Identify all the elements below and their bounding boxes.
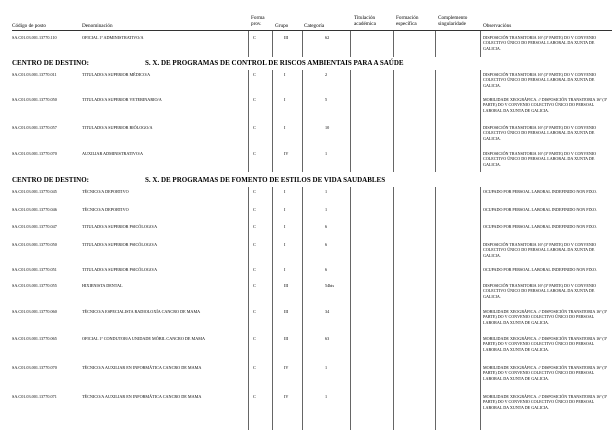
- cell-forma: C: [253, 97, 256, 102]
- cell-denominacion: AUXILIAR ADMINISTRATIVO/A: [82, 151, 144, 156]
- header-rule: [12, 30, 612, 31]
- cell-forma: C: [253, 189, 256, 194]
- cell-denominacion: TITULADO/A SUPERIOR VETERINARIO/A: [82, 97, 162, 102]
- cell-observacions: DISPOSICIÓN TRANSITORIA 16ª (3ª PARTE) DO V CONVENIO COLECTIVO ÚNICO DO PERSOAL LABORAL DA XUNTA DE GALICIA.: [483, 283, 597, 299]
- cell-denominacion: TITULADO/A SUPERIOR PSICÓLOGO/A: [82, 267, 158, 272]
- cell-categoria: 6: [325, 224, 328, 229]
- cell-observacions: OCUPADO POR PERSOAL LABORAL INDEFINIDO NON FIXO.: [483, 224, 597, 229]
- cell-forma: C: [253, 207, 256, 212]
- cell-grupo: I: [284, 72, 286, 77]
- header-titulacion: [354, 15, 376, 27]
- cell-grupo: III: [284, 336, 289, 341]
- column-rule: [435, 70, 436, 172]
- column-rule: [480, 70, 481, 172]
- cell-code: SA.C01.03.001.13770.071: [12, 394, 57, 399]
- cell-grupo: I: [284, 97, 286, 102]
- cell-denominacion: TÉCNICO/A ESPECIALISTA RADIOLOXÍA CANCRO DE MAMA: [82, 309, 201, 314]
- column-rule: [302, 70, 303, 172]
- cell-denominacion: TITULADO/A SUPERIOR MÉDICO/A: [82, 72, 151, 77]
- header-observacions: Observacións: [483, 23, 512, 29]
- cell-observacions: MOBILIDADE XEOGRÁFICA. // DISPOSICIÓN TRANSITORIA 16ª (3ª PARTE) DO V CONVENIO COLECTIVO ÚNICO DO PERSOAL LABORAL DA XUNTA DE GALICIA.: [483, 336, 607, 352]
- cell-code: SA.C01.03.001.13770.057: [12, 125, 57, 130]
- cell-grupo: I: [284, 242, 286, 247]
- header-complemento: [438, 15, 467, 27]
- header-denominacion: Denominación: [82, 23, 113, 29]
- header-formacion-line1: Formación: [396, 15, 419, 21]
- cell-forma: C: [253, 35, 256, 40]
- cell-grupo: I: [284, 207, 286, 212]
- cell-forma: C: [253, 151, 256, 156]
- column-rule: [272, 70, 273, 172]
- cell-denominacion: OFICIAL 1ª ADMINISTRATIVO/A: [82, 35, 144, 40]
- cell-grupo: III: [284, 309, 289, 314]
- column-rule: [435, 31, 436, 57]
- cell-forma: C: [253, 309, 256, 314]
- cell-observacions: OCUPADO POR PERSOAL LABORAL INDEFINIDO NON FIXO.: [483, 207, 597, 212]
- column-rule: [248, 70, 249, 172]
- cell-observacions: DISPOSICIÓN TRANSITORIA 16ª (3ª PARTE) DO V CONVENIO COLECTIVO ÚNICO DO PERSOAL LABORAL DA XUNTA DE GALICIA.: [483, 35, 597, 51]
- column-rule: [248, 187, 249, 430]
- column-rule: [350, 31, 351, 57]
- cell-code: SA.C01.03.001.13770.050: [12, 97, 57, 102]
- column-rule: [350, 70, 351, 172]
- header-complemento-line2: singularidade: [438, 21, 466, 27]
- cell-code: SA.C01.03.001.13770.011: [12, 72, 57, 77]
- section-title: S. X. DE PROGRAMAS DE FOMENTO DE ESTILOS DE VIDA SAUDABLES: [145, 176, 386, 184]
- cell-denominacion: OFICIAL 1ª CONDUTOR/A UNIDADE MÓBIL CANCRO DE MAMA: [82, 336, 206, 341]
- column-rule: [302, 31, 303, 57]
- cell-grupo: IV: [284, 365, 289, 370]
- cell-grupo: IV: [284, 394, 289, 399]
- cell-denominacion: TÉCNICO/A AUXILIAR EN INFORMÁTICA CANCRO DE MAMA: [82, 394, 202, 399]
- cell-code: SA.C01.03.001.13770.055: [12, 283, 57, 288]
- header-forma: [251, 15, 265, 27]
- cell-observacions: MOBILIDADE XEOGRÁFICA. // DISPOSICIÓN TRANSITORIA 16ª (3ª PARTE) DO V CONVENIO COLECTIVO ÚNICO DO PERSOAL LABORAL DA XUNTA DE GALICIA.: [483, 365, 607, 381]
- column-rule: [393, 187, 394, 430]
- cell-forma: C: [253, 283, 256, 288]
- header-formacion-line2: específica: [396, 21, 417, 27]
- cell-denominacion: TITULADO/A SUPERIOR PSICÓLOGO/A: [82, 224, 158, 229]
- cell-categoria: 6: [325, 267, 328, 272]
- column-rule: [480, 187, 481, 430]
- cell-categoria: 1: [325, 394, 328, 399]
- cell-code: SA.C01.03.001.13770.051: [12, 267, 57, 272]
- header-grupo: Grupo: [275, 23, 289, 29]
- cell-code: SA.C01.03.001.13770.047: [12, 224, 57, 229]
- cell-observacions: DISPOSICIÓN TRANSITORIA 16ª (3ª PARTE) DO V CONVENIO COLECTIVO ÚNICO DO PERSOAL LABORAL DA XUNTA DE GALICIA.: [483, 125, 597, 141]
- cell-denominacion: TÉCNICO/A DEPORTIVO: [82, 207, 129, 212]
- cell-observacions: DISPOSICIÓN TRANSITORIA 16ª (3ª PARTE) DO V CONVENIO COLECTIVO ÚNICO DO PERSOAL LABORAL DA XUNTA DE GALICIA.: [483, 242, 597, 258]
- column-rule: [302, 187, 303, 430]
- cell-code: SA.C01.03.001.13770.045: [12, 189, 57, 194]
- cell-categoria: 2: [325, 72, 328, 77]
- cell-observacions: DISPOSICIÓN TRANSITORIA 16ª (3ª PARTE) DO V CONVENIO COLECTIVO ÚNICO DO PERSOAL LABORAL DA XUNTA DE GALICIA.: [483, 151, 597, 167]
- cell-observacions: MOBILIDADE XEOGRÁFICA. // DISPOSICIÓN TRANSITORIA 16ª (3ª PARTE) DO V CONVENIO COLECTIVO ÚNICO DO PERSOAL LABORAL DA XUNTA DE GALICIA.: [483, 97, 607, 113]
- cell-categoria: 1: [325, 365, 328, 370]
- cell-forma: C: [253, 365, 256, 370]
- cell-categoria: 5: [325, 97, 328, 102]
- cell-grupo: III: [284, 283, 289, 288]
- column-rule: [480, 31, 481, 57]
- cell-code: SA.C01.03.001.13770.110: [12, 35, 57, 40]
- header-complemento-line1: Complemento: [438, 15, 468, 21]
- cell-categoria: 62: [325, 35, 330, 40]
- cell-categoria: 1: [325, 151, 328, 156]
- header-categoria: Categoría: [304, 23, 325, 29]
- cell-observacions: OCUPADO POR PERSOAL LABORAL INDEFINIDO NON FIXO.: [483, 267, 597, 272]
- column-rule: [272, 31, 273, 57]
- cell-code: SA.C01.03.001.13770.065: [12, 336, 57, 341]
- cell-forma: C: [253, 267, 256, 272]
- cell-denominacion: TÉCNICO/A DEPORTIVO: [82, 189, 129, 194]
- cell-observacions: MOBILIDADE XEOGRÁFICA. // DISPOSICIÓN TRANSITORIA 16ª (3ª PARTE) DO V CONVENIO COLECTIVO ÚNICO DO PERSOAL LABORAL DA XUNTA DE GALICIA.: [483, 309, 607, 325]
- header-formacion: [396, 15, 418, 27]
- cell-denominacion: TÉCNICO/A AUXILIAR EN INFORMÁTICA CANCRO DE MAMA: [82, 365, 202, 370]
- cell-observacions: DISPOSICIÓN TRANSITORIA 16ª (3ª PARTE) DO V CONVENIO COLECTIVO ÚNICO DO PERSOAL LABORAL DA XUNTA DE GALICIA.: [483, 72, 597, 88]
- section-title: S. X. DE PROGRAMAS DE CONTROL DE RISCOS AMBIENTAIS PARA A SAÚDE: [145, 59, 404, 67]
- cell-code: SA.C01.03.001.13770.050: [12, 242, 57, 247]
- cell-forma: C: [253, 72, 256, 77]
- cell-code: SA.C01.03.001.13770.060: [12, 309, 57, 314]
- header-titulacion-line1: Titulación: [354, 15, 376, 21]
- header-codigo: Código de posto: [12, 23, 47, 29]
- cell-grupo: I: [284, 189, 286, 194]
- cell-categoria: 6: [325, 242, 328, 247]
- cell-grupo: III: [284, 35, 289, 40]
- cell-categoria: 1: [325, 207, 328, 212]
- cell-forma: C: [253, 125, 256, 130]
- column-rule: [393, 70, 394, 172]
- cell-forma: C: [253, 336, 256, 341]
- column-rule: [393, 31, 394, 57]
- cell-observacions: OCUPADO POR PERSOAL LABORAL INDEFINIDO NON FIXO.: [483, 189, 597, 194]
- cell-grupo: I: [284, 125, 286, 130]
- cell-forma: C: [253, 224, 256, 229]
- column-rule: [272, 187, 273, 430]
- header-forma-line2: prov.: [251, 21, 262, 27]
- cell-denominacion: TITULADO/A SUPERIOR PSICÓLOGO/A: [82, 242, 158, 247]
- cell-grupo: IV: [284, 151, 289, 156]
- section-label: CENTRO DE DESTINO:: [12, 176, 90, 184]
- cell-code: SA.C01.03.001.13770.046: [12, 207, 57, 212]
- header-titulacion-line2: académica: [354, 21, 376, 27]
- cell-categoria: 34: [325, 309, 330, 314]
- column-rule: [350, 187, 351, 430]
- cell-code: SA.C01.03.001.13770.070: [12, 365, 57, 370]
- cell-grupo: I: [284, 224, 286, 229]
- cell-categoria: 54bis: [325, 283, 335, 288]
- cell-denominacion: TITULADO/A SUPERIOR BIÓLOGO/A: [82, 125, 153, 130]
- cell-categoria: 10: [325, 125, 330, 130]
- cell-grupo: I: [284, 267, 286, 272]
- section-label: CENTRO DE DESTINO:: [12, 59, 90, 67]
- cell-forma: C: [253, 394, 256, 399]
- cell-observacions: MOBILIDADE XEOGRÁFICA. // DISPOSICIÓN TRANSITORIA 16ª (3ª PARTE) DO V CONVENIO COLECTIVO ÚNICO DO PERSOAL LABORAL DA XUNTA DE GALICIA.: [483, 394, 607, 410]
- header-forma-line1: Forma: [251, 15, 265, 21]
- cell-categoria: 1: [325, 189, 328, 194]
- cell-categoria: 63: [325, 336, 330, 341]
- cell-denominacion: HIXIENISTA DENTAL: [82, 283, 123, 288]
- cell-code: SA.C01.03.001.13770.070: [12, 151, 57, 156]
- column-rule: [435, 187, 436, 430]
- column-rule: [248, 31, 249, 57]
- cell-forma: C: [253, 242, 256, 247]
